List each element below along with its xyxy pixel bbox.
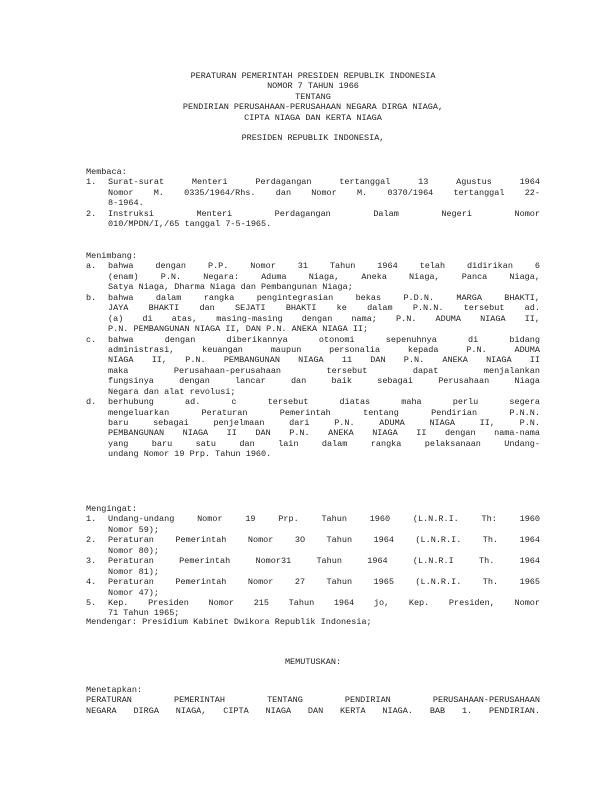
memutuskan-heading: MEMUTUSKAN:: [284, 657, 342, 667]
text-line: NIAGA II, P.N. PEMBANGUNAN NIAGA 11 DAN P.N. ANEKA NIAGA II: [108, 355, 540, 366]
text-line: Peraturan Pemerintah Nomor 3O Tahun 1964 (L.N.R.I. Th. 1964: [108, 535, 540, 546]
text-line: fungsinya dengan lancar dan baik sebagai Perusahaan Niaga: [108, 376, 540, 387]
text-line: bahwa dengan diberikannya otonomi sepenuhnya di bidang: [108, 334, 540, 345]
list-item: [86, 514, 540, 535]
item-text: [108, 598, 540, 619]
text-line: 010/MPDN/I,/65 tanggal 7-5-1965.: [108, 219, 272, 230]
item-number: d.: [86, 397, 97, 408]
item-number: 2.: [86, 535, 97, 546]
text-line: undang Nomor 19 Prp. Tahun 1960.: [108, 449, 272, 460]
section-menetapkan: [86, 685, 540, 716]
document-header: [86, 71, 540, 123]
item-number: 5.: [86, 597, 97, 608]
list-item: [86, 293, 540, 335]
header-line: PERATURAN PEMERINTAH PRESIDEN REPUBLIK INDONESIA: [190, 71, 436, 81]
item-number: 1.: [86, 514, 97, 525]
list-item: [86, 556, 540, 577]
text-line: Peraturan Pemerintah Nomor 27 Tahun 1965 (L.N.R.I. Th. 1965: [108, 577, 540, 588]
text-line: Nomor 80);: [108, 545, 160, 556]
text-line: yang baru satu dan lain dalam rangka pelaksanaan Undang-: [108, 438, 540, 449]
item-text: [108, 177, 540, 208]
header-line: NOMOR 7 TAHUN 1966: [267, 81, 359, 92]
list-item: [86, 261, 540, 292]
section-mendengar: [86, 617, 540, 627]
text-line: (enam) P.N. Negara: Aduma Niaga, Aneka Niaga, Panca Niaga,: [108, 271, 540, 282]
item-number: 4.: [86, 577, 97, 588]
text-line: 8-1964.: [108, 198, 144, 209]
text-line: Nomor 47);: [108, 587, 160, 598]
item-number: b.: [86, 292, 97, 303]
text-line: Nomor M. 0335/1964/Rhs. dan Nomor M. 0370/1964 tertanggal 22-: [108, 187, 540, 198]
item-text: [108, 514, 540, 535]
section-membaca: [86, 167, 540, 230]
section-label: Membaca:: [86, 167, 127, 177]
text-line: Nomor 81);: [108, 566, 160, 577]
item-text: [108, 535, 540, 556]
text-line: maka Perusahaan-perusahaan tersebut dapat menjalankan: [108, 365, 540, 376]
text-line: NEGARA DIRGA NIAGA, CIPTA NIAGA DAN KERTA NIAGA. BAB 1. PENDIRIAN.: [86, 705, 540, 716]
section-memutuskan: [86, 657, 540, 667]
item-number: 2.: [86, 208, 97, 219]
item-number: c.: [86, 334, 97, 345]
text-line: berhubung ad. c tersebut diatas maha perlu segera: [108, 397, 540, 408]
text-line: Nomor 59);: [108, 524, 160, 535]
item-text: [108, 577, 540, 598]
list-item: [86, 209, 540, 230]
item-text: [108, 335, 540, 398]
header-line: TENTANG: [295, 91, 331, 102]
item-text: [108, 261, 540, 292]
list-item: [86, 397, 540, 460]
text-line: JAYA BHAKTI dan SEJATI BHAKTI ke dalam P.N.N. tersebut ad.: [108, 303, 540, 314]
text-line: Kep. Presiden Nomor 215 Tahun 1964 jo, Kep. Presiden, Nomor: [108, 597, 540, 608]
header-line: PENDIRIAN PERUSAHAAN-PERUSAHAAN NEGARA DIRGA NIAGA,: [182, 102, 444, 113]
text-line: Negara dan alat revolusi;: [108, 386, 236, 397]
list-item: [86, 535, 540, 556]
text-line: Satya Niaga, Dharma Niaga dan Pembangunan Niaga;: [108, 282, 353, 293]
section-menimbang: [86, 251, 540, 460]
document-subtitle: [86, 133, 540, 143]
item-text: [108, 556, 540, 577]
list-item: [86, 177, 540, 208]
list-item: [86, 577, 540, 598]
item-number: 3.: [86, 556, 97, 567]
text-line: Peraturan Pemerintah Nomor31 Tahun 1964 (L.N.R.I Th. 1964: [108, 556, 540, 567]
text-line: Undang-undang Nomor 19 Prp. Tahun 1960 (L.N.R.I. Th: 1960: [108, 514, 540, 525]
text-line: Instruksi Menteri Perdagangan Dalam Negeri Nomor: [108, 208, 540, 219]
text-line: administrasi, keuangan maupun personalia kepada P.N. ADUMA: [108, 344, 540, 355]
text-line: bahwa dalam rangka pengintegrasian bekas P.D.N. MARGA BHAKTI,: [108, 292, 540, 303]
text-line: mengeluarkan Peraturan Pemerintah tentang Pendirian P.N.N.: [108, 407, 540, 418]
item-number: 1.: [86, 177, 97, 188]
text-line: (a) di atas, masing-masing dengan nama; P.N. ADUMA NIAGA II,: [108, 313, 540, 324]
list-item: [86, 598, 540, 619]
mendengar-line: Mendengar: Presidium Kabinet Dwikora Republik Indonesia;: [86, 617, 372, 627]
section-mengingat: [86, 504, 540, 619]
text-line: bahwa dengan P.P. Nomor 31 Tahun 1964 telah didirikan 6: [108, 261, 540, 272]
text-line: PERATURAN PEMERINTAH TENTANG PENDIRIAN PERUSAHAAN-PERUSAHAAN: [86, 695, 540, 706]
item-text: [108, 293, 540, 335]
item-text: [108, 397, 540, 460]
text-line: 71 Tahun 1965;: [108, 608, 180, 619]
text-line: PEMBANGUNAN NIAGA II DAN P.N. ANEKA NIAGA II dengan nama-nama: [108, 428, 540, 439]
subtitle-line: PRESIDEN REPUBLIK INDONESIA,: [241, 133, 385, 143]
header-line: CIPTA NIAGA DAN KERTA NIAGA: [244, 112, 382, 123]
section-label: Mengingat:: [86, 504, 138, 514]
text-line: baru sebagai penjelmaan dari P.N. ADUMA NIAGA II, P.N.: [108, 418, 540, 428]
list-item: [86, 335, 540, 398]
text-line: Surat-surat Menteri Perdagangan tertanggal 13 Agustus 1964: [108, 177, 540, 188]
text-line: P.N. PEMBANGUNAN NIAGA II, DAN P.N. ANEKA NIAGA II;: [108, 324, 369, 335]
section-label: Menetapkan:: [86, 685, 143, 695]
section-label: Menimbang:: [86, 251, 138, 261]
item-text: [108, 209, 540, 230]
item-number: a.: [86, 261, 97, 272]
